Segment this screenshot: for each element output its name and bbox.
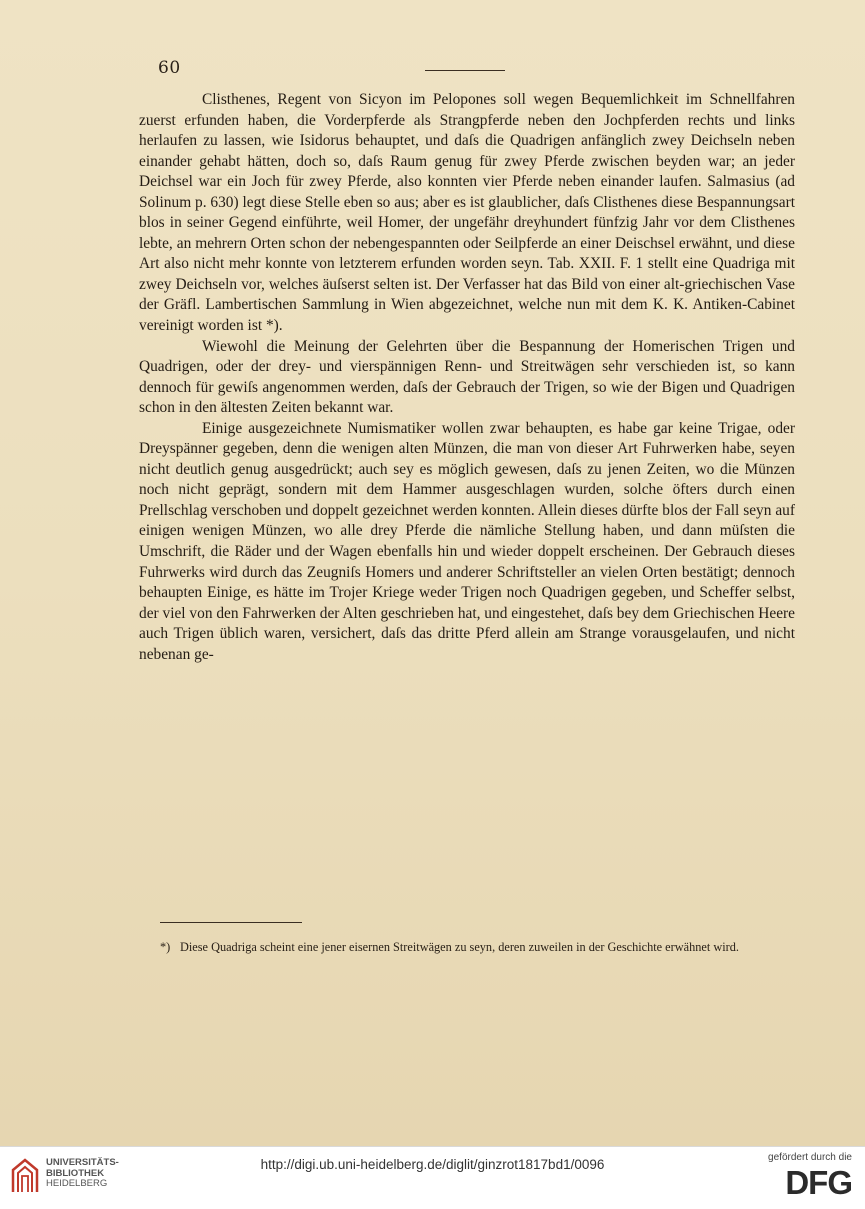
header-rule	[425, 70, 505, 71]
dfg-caption: gefördert durch die	[768, 1152, 852, 1163]
document-url-link[interactable]: http://digi.ub.uni-heidelberg.de/diglit/ginzrot1817bd1/0096	[260, 1157, 605, 1172]
page-number: 60	[158, 58, 181, 78]
paragraph-2: Wiewohl die Meinung der Gelehrten über die Bespannung der Homerischen Trigen und Quadrigen, oder der drey- und vierspännigen Renn- und Streitwägen sehr verschieden ist, so kann dennoch für gewiſs angenommen werden, daſs der Gebrauch der Trigen, so wie der Bigen und Quadrigen schon in den ältesten Zeiten bekannt war.	[139, 337, 795, 417]
library-line: HEIDELBERG	[46, 1178, 108, 1189]
footnote	[160, 938, 794, 957]
library-logo-icon	[10, 1156, 40, 1194]
footer-bar	[0, 1146, 865, 1209]
dfg-logo: DFG	[785, 1164, 852, 1201]
library-line: BIBLIOTHEK	[46, 1167, 105, 1179]
footnote-marker: *)	[160, 940, 171, 954]
footnote-rule	[160, 922, 302, 923]
footnote-text: Diese Quadriga scheint eine jener eisernen Streitwägen zu seyn, deren zuweilen in der Geschichte erwähnet wird.	[180, 940, 739, 954]
library-name	[46, 1158, 119, 1190]
library-line: UNIVERSITÄTS-	[46, 1157, 119, 1168]
paragraph-1: Clisthenes, Regent von Sicyon im Pelopones soll wegen Bequemlichkeit im Schnellfahren zuerst erfunden haben, die Vorderpferde als Strangpferde neben den Jochpferden rechts und links herlaufen zu lassen, wie Isidorus behauptet, und daſs die Quadrigen anfänglich zwey Deichseln neben einander gehabt hätten, doch so, daſs Raum genug für zwey Pferde zwischen beyden war; an jeder Deichsel war ein Joch für zwey Pferde, also konnten vier Pferde neben einander laufen. Salmasius (ad Solinum p. 630) legt diese Stelle eben so aus; aber es ist glaublicher, daſs Clisthenes diese Bespannungsart blos in seiner Gegend einführte, weil Homer, der ungefähr dreyhundert fünfzig Jahr vor dem Clisthenes lebte, an mehrern Orten schon der nebengespannten oder Seilpferde an einer Deischsel erwähnt, und diese Art also nicht mehr konnte von letzterem erfunden worden seyn. Tab. XXII. F. 1 stellt eine Quadriga mit zwey Deichseln vor, welches äuſserst selten ist. Der Verfasser hat das Bild von einer alt-griechischen Vase der Gräfl. Lambertischen Sammlung in Wien abgezeichnet, welche nun mit dem K. K. Antiken-Cabinet vereinigt worden ist *).	[139, 91, 795, 335]
body-text	[139, 90, 795, 665]
paragraph-3: Einige ausgezeichnete Numismatiker wollen zwar behaupten, es habe gar keine Trigae, oder Dreyspänner gegeben, denn die wenigen alten Münzen, die man von dieser Art Fuhrwerken habe, seyen nicht deutlich genug ausgedrückt; auch sey es möglich gewesen, daſs zu jenen Zeiten, wo die Münzen noch nicht geprägt, sondern mit dem Hammer ausgeschlagen wurden, solche öfters durch einen Prellschlag verschoben und doppelt gezeichnet werden konnten. Allein dieses dürfte blos der Fall seyn auf einigen wenigen Münzen, wo alle drey Pferde die nämliche Stellung haben, und dann müſsten die Umschrift, die Räder und der Wagen ebenfalls hin und wieder doppelt erscheinen. Der Gebrauch dieses Fuhrwerks wird durch das Zeugniſs Homers und anderer Schriftsteller an vielen Orten bestätigt; dennoch behaupten Einige, es hätte im Trojer Kriege weder Trigen noch Quadrigen gegeben, und Scheffer selbst, der viel von den Fahrwerken der Alten geschrieben hat, und eingestehet, daſs bey dem Griechischen Heere auch Trigen üblich waren, versichert, daſs das dritte Pferd allein am Strange vorausgelaufen, und nicht nebenan ge-	[139, 419, 795, 663]
